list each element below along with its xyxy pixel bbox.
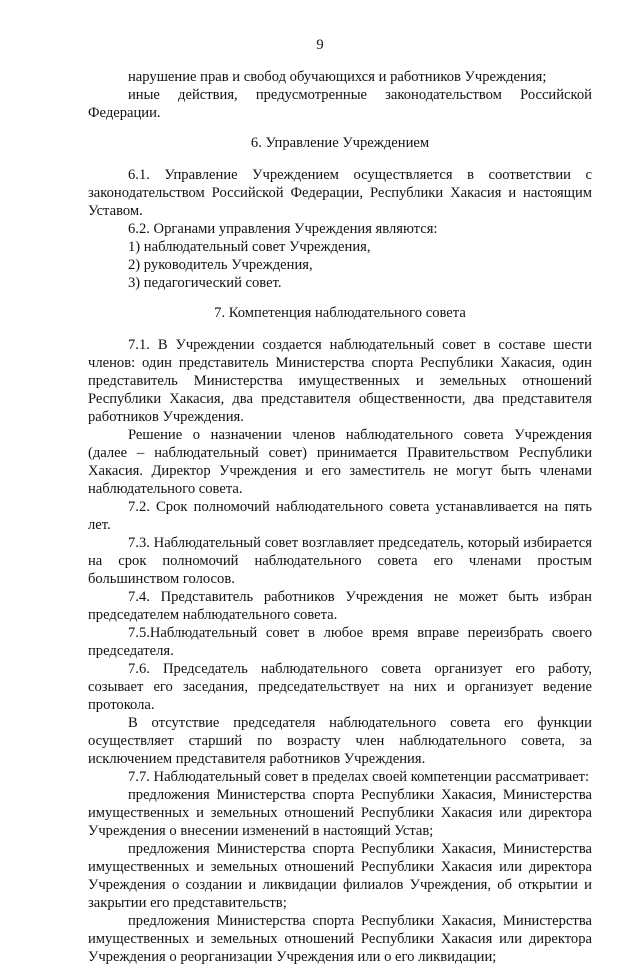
section-6-heading: 6. Управление Учреждением bbox=[250, 135, 430, 151]
section-6-list-item-3: 3) педагогический совет. bbox=[128, 275, 282, 291]
section-7-paragraph-11: предложения Министерства спорта Республики Хакасия, Министерства имущественных и земельных отношений Республики Хакасия или директора Учреждения о создании и ликвидации филиалов Учреждения, об открытии и закрытии его представительств; bbox=[88, 841, 592, 911]
section-7-paragraph-7: 7.6. Председатель наблюдательного совета организует его работу, созывает его заседания, председательствует на них и организует ведение протокола. bbox=[88, 661, 592, 713]
section-7-paragraph-4: 7.3. Наблюдательный совет возглавляет председатель, который избирается на срок полномочий наблюдательного совета его членами простым большинством голосов. bbox=[88, 535, 592, 587]
document-body bbox=[88, 68, 592, 966]
section-7-paragraph-2: Решение о назначении членов наблюдательного совета Учреждения (далее – наблюдательный совет) принимается Правительством Республики Хакасия. Директор Учреждения и его заместитель не могут быть членами наблюдательного совета. bbox=[88, 427, 592, 497]
section-7-paragraph-12: предложения Министерства спорта Республики Хакасия, Министерства имущественных и земельных отношений Республики Хакасия или директора Учреждения о реорганизации Учреждения или о его ликвидации; bbox=[88, 913, 592, 965]
section-7-paragraph-9: 7.7. Наблюдательный совет в пределах своей компетенции рассматривает: bbox=[128, 769, 590, 785]
intro-line-1: нарушение прав и свобод обучающихся и работников Учреждения; bbox=[128, 69, 547, 85]
section-7-paragraph-8: В отсутствие председателя наблюдательного совета его функции осуществляет старший по возрасту член наблюдательного совета, за исключением представителя работников Учреждения. bbox=[88, 715, 592, 767]
section-6-list-item-1: 1) наблюдательный совет Учреждения, bbox=[128, 239, 371, 255]
section-6-paragraph-1: 6.1. Управление Учреждением осуществляется в соответствии с законодательством Российской Федерации, Республики Хакасия и настоящим Уставом. bbox=[88, 167, 592, 219]
section-7-paragraph-3: 7.2. Срок полномочий наблюдательного совета устанавливается на пять лет. bbox=[88, 499, 592, 533]
intro-line-2: иные действия, предусмотренные законодательством Российской Федерации. bbox=[88, 87, 592, 121]
section-7-paragraph-1: 7.1. В Учреждении создается наблюдательный совет в составе шести членов: один представитель Министерства спорта Республики Хакасия, один представитель Министерства имущественных и земельных отношений Республики Хакасия, два представителя общественности, два представителя работников Учреждения. bbox=[88, 337, 592, 425]
section-7-paragraph-6: 7.5.Наблюдательный совет в любое время вправе переизбрать своего председателя. bbox=[88, 625, 592, 659]
section-7-paragraph-10: предложения Министерства спорта Республики Хакасия, Министерства имущественных и земельных отношений Республики Хакасия или директора Учреждения о внесении изменений в настоящий Устав; bbox=[88, 787, 592, 839]
section-6-list-item-2: 2) руководитель Учреждения, bbox=[128, 257, 313, 273]
page-number: 9 bbox=[316, 37, 324, 53]
section-7-heading: 7. Компетенция наблюдательного совета bbox=[214, 305, 466, 321]
section-6-paragraph-2: 6.2. Органами управления Учреждения являются: bbox=[128, 221, 438, 237]
section-7-paragraph-5: 7.4. Представитель работников Учреждения не может быть избран председателем наблюдательного совета. bbox=[88, 589, 592, 623]
